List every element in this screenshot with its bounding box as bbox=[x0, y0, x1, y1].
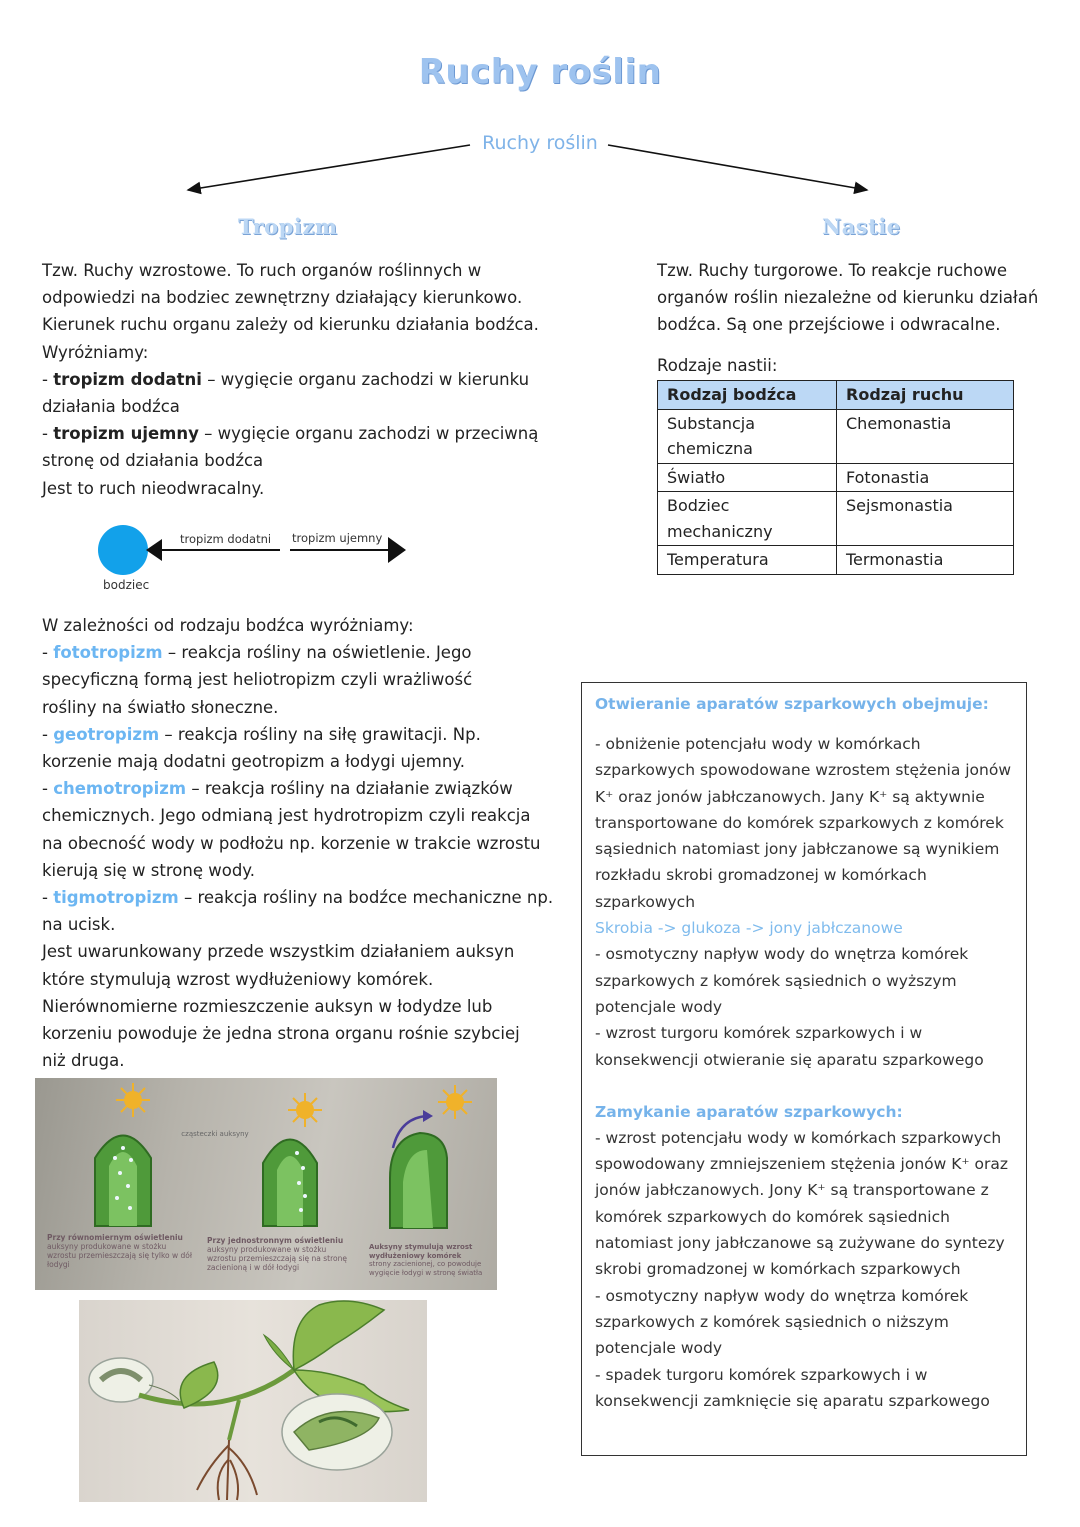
text-line: korzenie mają dodatni geotropizm a łodygi ujemny. bbox=[42, 752, 465, 772]
stomata-open-title: Otwieranie aparatów szparkowych obejmuje: bbox=[595, 695, 989, 713]
text-line: bodźca. Są one przejściowe i odwracalne. bbox=[657, 315, 1001, 335]
arrow-right bbox=[608, 145, 867, 190]
stomata-close-point: - wzrost potencjału wody w komórkach szparkowych spowodowany zmniejszeniem stężenia jonów K⁺ oraz jonów jabłczanowych. Jony K⁺ są transportowane z komórek szparkowych do komórek sąsiednich natomiast jony jabłczanowe są zużywane do syntezy skrobi gromadzonej w komórkach szparkowych bbox=[595, 1128, 1009, 1279]
text-line: Wyróżniamy: bbox=[42, 342, 149, 362]
text-line: na ucisk. bbox=[42, 915, 116, 935]
text-line: które stymulują wzrost wydłużeniowy komórek. bbox=[42, 969, 434, 989]
text-line: rośliny na światło słoneczne. bbox=[42, 697, 279, 717]
text-line: Tzw. Ruchy wzrostowe. To ruch organów roślinnych w bbox=[42, 261, 482, 280]
tropizm-intro bbox=[42, 257, 562, 502]
table-cell-movement: Fotonastia bbox=[837, 463, 1014, 492]
term-desc: – wygięcie organu zachodzi w kierunku bbox=[201, 369, 530, 389]
branch-diagram bbox=[0, 0, 1080, 215]
term-desc: – reakcja rośliny na oświetlenie. Jego bbox=[162, 643, 472, 663]
text-line: stronę od działania bodźca bbox=[42, 451, 264, 471]
table-row bbox=[658, 546, 1014, 575]
table-cell-movement: Chemonastia bbox=[837, 409, 1014, 463]
table-row bbox=[658, 409, 1014, 463]
caption-one-side-light bbox=[207, 1236, 357, 1272]
caption-title: Przy równomiernym oświetleniu bbox=[47, 1233, 183, 1242]
nastie-table bbox=[657, 380, 1014, 575]
text-line: Jest to ruch nieodwracalny. bbox=[42, 478, 265, 498]
text-line: specyficzną formą jest heliotropizm czyli wrażliwość bbox=[42, 670, 473, 690]
text-line: działania bodźca bbox=[42, 397, 180, 417]
column-header: Rodzaj ruchu bbox=[837, 381, 1014, 410]
text-line: korzeniu powoduje że jedna strona organu rośnie szybciej bbox=[42, 1024, 520, 1044]
column-header: Rodzaj bodźca bbox=[658, 381, 837, 410]
tropizm-dodatni-line: - tropizm dodatni – wygięcie organu zachodzi w kierunku bbox=[42, 369, 530, 389]
caption-text: auksyny produkowane w stożku wzrostu przemieszczają się tylko w dół łodygi bbox=[47, 1242, 193, 1269]
text-line: W zależności od rodzaju bodźca wyróżniamy: bbox=[42, 616, 414, 635]
term-desc: – reakcja rośliny na działanie związków bbox=[186, 779, 513, 799]
term-tropizm-ujemny: tropizm ujemny bbox=[53, 424, 199, 444]
plant-illustration bbox=[79, 1300, 427, 1502]
fototropizm-line: - fototropizm – reakcja rośliny na oświetlenie. Jego bbox=[42, 643, 472, 663]
text-line: chemicznych. Jego odmianą jest hydrotropizm czyli reakcja bbox=[42, 806, 531, 826]
tropizm-ujemny-line: - tropizm ujemny – wygięcie organu zachodzi w przeciwną bbox=[42, 424, 539, 444]
caption-title: Przy jednostronnym oświetleniu bbox=[207, 1236, 344, 1245]
text-line: Nierównomierne rozmieszczenie auksyn w łodydze lub bbox=[42, 996, 493, 1016]
table-row bbox=[658, 492, 1014, 546]
stomata-open-point: - obniżenie potencjału wody w komórkach szparkowych spowodowane wzrostem stężenia jonów K⁺ oraz jonów jabłczanowych. Jany K⁺ są aktywnie transportowane do komórek szparkowych z komórek sąsiednich natomiast jony jabłczanowe są wynikiem rozkładu skrobi gromadzonej w komórkach szparkowych bbox=[595, 735, 1012, 911]
plant-photo bbox=[79, 1300, 427, 1502]
page-title: Ruchy roślin bbox=[418, 52, 662, 92]
table-row bbox=[658, 463, 1014, 492]
term-tigmotropizm: tigmotropizm bbox=[53, 888, 179, 908]
nastie-heading: Nastie bbox=[822, 214, 901, 239]
table-cell-stimulus: Substancja chemiczna bbox=[658, 409, 837, 463]
table-cell-stimulus: Światło bbox=[658, 463, 837, 492]
stomata-close-point: - spadek turgoru komórek szparkowych i w konsekwencji zamknięcie się aparatu szparkowego bbox=[595, 1365, 990, 1410]
tropizm-types bbox=[42, 612, 572, 1074]
auxin-photo bbox=[35, 1078, 497, 1290]
stomata-box bbox=[581, 682, 1027, 1456]
stimulus-circle bbox=[98, 525, 148, 575]
tigmotropizm-line: - tigmotropizm – reakcja rośliny na bodźce mechaniczne np. bbox=[42, 888, 554, 908]
table-cell-stimulus: Bodziec mechaniczny bbox=[658, 492, 837, 546]
particles-label: cząsteczki auksyny bbox=[181, 1130, 249, 1138]
tropizm-heading: Tropizm bbox=[238, 214, 338, 239]
term-geotropizm: geotropizm bbox=[53, 724, 160, 744]
term-tropizm-dodatni: tropizm dodatni bbox=[53, 369, 202, 389]
stomata-close-title: Zamykanie aparatów szparkowych: bbox=[595, 1102, 903, 1121]
fig-label-positive: tropizm dodatni bbox=[180, 532, 272, 546]
text-line: organów roślin niezależne od kierunku działań bbox=[657, 288, 1039, 308]
caption-text: strony zacienionej, co powoduje wygięcie łodygi w stronę światła bbox=[369, 1260, 483, 1277]
chemotropizm-line: - chemotropizm – reakcja rośliny na działanie związków bbox=[42, 779, 513, 799]
term-desc: – reakcja rośliny na bodźce mechaniczne np. bbox=[178, 888, 554, 908]
text-line: Tzw. Ruchy turgorowe. To reakcje ruchowe bbox=[657, 261, 1007, 280]
fig-label-negative: tropizm ujemny bbox=[292, 531, 383, 545]
term-desc: – reakcja rośliny na siłę grawitacji. Np. bbox=[159, 724, 481, 744]
diagram-hub-label: Ruchy roślin bbox=[482, 132, 598, 154]
table-cell-stimulus: Temperatura bbox=[658, 546, 837, 575]
table-cell-movement: Sejsmonastia bbox=[837, 492, 1014, 546]
fig-label-stimulus: bodziec bbox=[103, 578, 150, 592]
text-line: Jest uwarunkowany przede wszystkim działaniem auksyn bbox=[42, 942, 515, 962]
table-cell-movement: Termonastia bbox=[837, 546, 1014, 575]
stomata-open-point: - osmotyczny napływ wody do wnętrza komórek szparkowych z komórek sąsiednich o wyższym potencjale wody bbox=[595, 945, 969, 1016]
nastie-table-caption: Rodzaje nastii: bbox=[657, 356, 778, 375]
caption-elongation bbox=[369, 1243, 494, 1277]
text-line: odpowiedzi na bodziec zewnętrzny działający kierunkowo. bbox=[42, 288, 523, 308]
caption-text: auksyny produkowane w stożku wzrostu przemieszczają się na stronę zacienioną i w dół łodygi bbox=[207, 1245, 347, 1272]
stomata-open-chain: Skrobia -> glukoza -> jony jabłczanowe bbox=[595, 919, 903, 938]
table-header-row bbox=[658, 381, 1014, 410]
text-line: niż druga. bbox=[42, 1051, 125, 1071]
stomata-close-point: - osmotyczny napływ wody do wnętrza komórek szparkowych z komórek sąsiednich o niższym potencjale wody bbox=[595, 1286, 969, 1358]
term-desc: – wygięcie organu zachodzi w przeciwną bbox=[198, 424, 539, 444]
text-line: Kierunek ruchu organu zależy od kierunku działania bodźca. bbox=[42, 315, 539, 335]
nastie-intro bbox=[657, 257, 1057, 339]
arrow-left bbox=[188, 145, 470, 190]
text-line: na obecność wody w podłożu np. korzenie w trakcie wzrostu bbox=[42, 833, 541, 853]
caption-title: Auksyny stymulują wzrost wydłużeniowy komórek bbox=[369, 1243, 473, 1260]
geotropizm-line: - geotropizm – reakcja rośliny na siłę grawitacji. Np. bbox=[42, 724, 481, 744]
term-fototropizm: fototropizm bbox=[53, 643, 163, 663]
caption-uniform-light bbox=[47, 1233, 197, 1269]
term-chemotropizm: chemotropizm bbox=[53, 779, 187, 799]
text-line: kierują się w stronę wody. bbox=[42, 860, 255, 880]
stomata-open-point: - wzrost turgoru komórek szparkowych i w konsekwencji otwieranie się aparatu szparkowego bbox=[595, 1024, 984, 1069]
